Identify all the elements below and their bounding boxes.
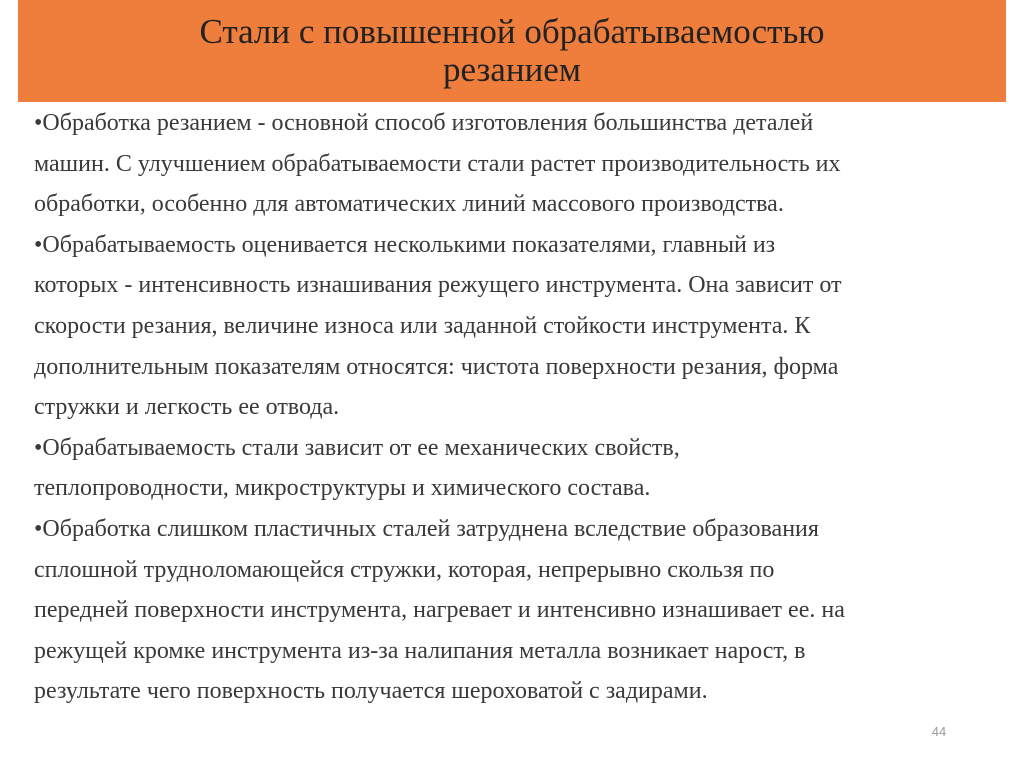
text-line: результате чего поверхность получается шероховатой с задирами.	[34, 678, 708, 705]
slide-body	[34, 103, 1004, 712]
text-line: стружки и легкость ее отвода.	[34, 394, 340, 421]
bullet-paragraph-3	[34, 428, 1004, 509]
bullet-paragraph-4	[34, 509, 1004, 712]
bullet-paragraph-2	[34, 225, 1004, 428]
text-line: •Обработка слишком пластичных сталей затруднена вследствие образования	[34, 515, 819, 542]
text-line: теплопроводности, микроструктуры и химического состава.	[34, 475, 651, 502]
text-line: •Обрабатываемость оценивается несколькими показателями, главный из	[34, 231, 776, 258]
bullet-paragraph-1	[34, 103, 1004, 225]
text-line: передней поверхности инструмента, нагревает и интенсивно изнашивает ее. на	[34, 597, 845, 624]
text-line: •Обрабатываемость стали зависит от ее механических свойств,	[34, 434, 680, 461]
text-line: •Обработка резанием - основной способ изготовления большинства деталей	[34, 110, 814, 136]
slide-title-line-1: Стали с повышенной обрабатываемостью	[199, 12, 825, 51]
page-number: 44	[931, 724, 947, 739]
title-bar	[18, 0, 1006, 102]
text-line: обработки, особенно для автоматических линий массового производства.	[34, 191, 784, 218]
text-line: дополнительным показателям относятся: чистота поверхности резания, форма	[34, 353, 839, 380]
text-line: режущей кромке инструмента из-за налипания металла возникает нарост, в	[34, 637, 806, 664]
text-line: машин. С улучшением обрабатываемости стали растет производительность их	[34, 150, 841, 177]
text-line: которых - интенсивность изнашивания режущего инструмента. Она зависит от	[34, 272, 842, 299]
slide-title-line-2: резанием	[443, 50, 581, 89]
text-line: скорости резания, величине износа или заданной стойкости инструмента. К	[34, 312, 811, 339]
text-line: сплошной трудноломающейся стружки, которая, непрерывно скользя по	[34, 556, 775, 583]
